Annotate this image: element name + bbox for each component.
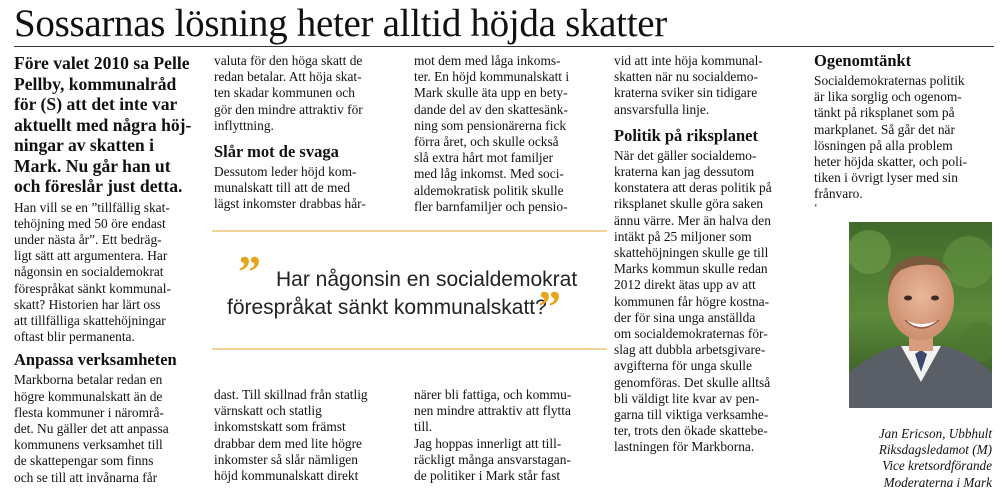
text-line: gör den mindre attraktiv för [214,101,363,117]
text-line: är lika sorglig och ogenom- [814,89,962,105]
text-line: lägst inkomster drabbas hår- [214,196,366,212]
column-3-top [414,53,592,215]
pullquote-line-2: förespråkat sänkt kommunalskatt? [227,296,547,319]
text-line: och föreslår just detta. [14,176,183,196]
body-paragraph [814,73,994,203]
text-line: ten skadar kommunen och [214,85,355,101]
text-line: ännu värre. Mer än halva den [614,212,771,228]
text-line: höjd kommunalskatt direkt [214,468,359,484]
text-line: under nästa år”. Ett bedräg- [14,231,162,247]
section-heading: Politik på riksplanet [614,125,758,145]
text-line: högre kommunalskatt än de [14,388,163,404]
text-line: kommunen får högre kostna- [614,293,770,309]
pullquote-line-1: Har någonsin en socialdemokrat [276,268,578,291]
column-2-top [214,53,392,213]
text-line: intäkt på 25 miljoner som [614,228,752,244]
body-paragraph [414,387,592,484]
text-line: Dessutom leder höjd kom- [214,164,357,180]
text-line: avgifterna för unga skulle [614,358,752,374]
text-line: tiken i övrigt lyser med sin [814,170,958,186]
text-line: räckligt många ansvarstagan- [414,451,571,467]
text-line: ligt sätt att argumentera. Har [14,248,168,264]
column-2-bottom [214,387,392,484]
text-line: genomföras. Det skulle alltså [614,374,771,390]
text-line: Moderaterna i Mark [883,474,992,490]
text-line: Jan Ericson, Ubbhult [878,426,992,441]
text-line: för (S) att det inte var [14,94,178,114]
body-paragraph [414,53,592,215]
body-paragraph [14,372,191,485]
text-line: Jag hoppas innerligt att till- [414,435,562,451]
text-line: Socialdemokraternas politik [814,73,965,88]
text-line: redan betalar. Att höja skat- [214,69,362,85]
text-line: skatten när nu socialdemo- [614,69,758,85]
headline: Sossarnas lösning heter alltid höjda skatter [14,2,667,45]
column-3-bottom [414,387,592,484]
text-line: bli väldigt lite kvar av pen- [614,390,760,406]
text-line: inkomstskatt som främst [214,419,346,435]
text-line: skattehöjningen skulle ge till [614,245,769,261]
text-line: tehöjning med 50 öre endast [14,215,166,231]
text-line: Före valet 2010 sa Pelle [14,53,190,73]
column-4 [614,53,792,456]
text-line: Riksdagsledamot (M) [878,442,992,458]
text-line: om socialdemokraternas för- [614,326,768,342]
text-line: det. Nu gäller det att anpassa [14,420,169,436]
text-line: dande del av den skattesänk- [414,101,568,117]
section-heading: Slår mot de svaga [214,142,339,162]
text-line: Han vill se en ”tillfällig skat- [14,199,170,215]
text-line: lastningen för Markborna. [614,439,755,455]
text-line: inflyttning. [214,117,274,133]
text-line: Mark skulle äta upp en bety- [414,85,568,101]
text-line: mot dem med låga inkoms- [414,53,561,68]
text-line: tänkt på riksplanet som på [814,105,955,121]
text-line: drabbar dem med lite högre [214,435,362,451]
pullquote-band-top [212,230,607,232]
text-line: förra året, och skulle också [414,134,559,150]
text-line: Vice kretsordförande [882,458,992,474]
headline-rule [14,46,994,47]
text-line: förespråkat sänkt kommunal- [14,280,171,296]
pullquote-band-bottom [212,348,607,350]
text-line: heter höjda skatter, och poli- [814,154,968,170]
text-line: fler barnfamiljer och pensio- [414,198,568,214]
text-line: de politiker i Mark står fast [414,468,561,484]
section-heading: Ogenomtänkt [814,51,912,70]
body-paragraph [614,53,792,118]
text-line: närer bli fattiga, och kommu- [414,387,572,402]
text-line: Mark. Nu går han ut [14,155,171,176]
text-line: valuta för den höga skatt de [214,53,363,68]
text-line: med låg inkomst. Med soci- [414,166,564,182]
text-line: till. [414,419,433,435]
text-line: ter. En höjd kommunalskatt i [414,69,570,85]
text-line: ansvarsfulla linje. [614,101,710,117]
text-line: oftast blir permanenta. [14,329,135,345]
text-line: konstatera att deras politik på [614,180,772,196]
close-quote-mark: ” [538,281,561,332]
text-line: kommunens verksamhet till [14,437,163,453]
text-line: någonsin en socialdemokrat [14,264,164,280]
section-heading: Anpassa verksamheten [14,350,177,370]
text-line: värnskatt och statlig [214,403,322,419]
text-line: lösningen på alla problem [814,137,953,153]
body-paragraph [614,148,792,456]
text-line: När det gäller socialdemo- [614,147,757,163]
text-line: dast. Till skillnad från statlig [214,387,368,402]
text-line: markplanet. Så går det när [814,121,955,137]
text-line: ningar av skatten i [14,135,154,155]
text-line: flesta kommuner i närområ- [14,404,164,420]
column-1 [14,53,191,486]
open-quote-mark: ” [238,246,261,297]
lead-paragraph [14,53,191,197]
text-line: inkomster så slår nämligen [214,451,358,467]
body-paragraph [14,200,191,346]
text-line: nen mindre attraktiv att flytta [414,403,571,419]
body-paragraph [214,387,392,484]
author-photo [849,222,992,408]
text-line: munalskatt till att de med [214,180,351,196]
text-line: 2012 direkt ätas upp av att [614,277,756,293]
text-line: och se till att invånarna får [14,469,158,485]
text-line: Marks kommun skulle redan [614,261,768,277]
text-line: vid att inte höja kommunal- [614,53,763,68]
text-line: frånvaro. [814,186,863,202]
column-5 [814,51,994,213]
text-line: kraterna kan jag dessutom [614,164,755,180]
text-line: de skattepengar som finns [14,453,154,469]
text-line: att tillfälliga skattehöjningar [14,312,166,328]
body-paragraph [214,164,392,213]
text-line: aktuellt med några höj- [14,114,192,135]
text-line: riksplanet skulle göra saken [614,196,764,212]
text-line: Pellby, kommunalråd [14,73,177,94]
text-line: ter, trots den ökade skattebe- [614,423,768,439]
body-paragraph [214,53,392,134]
text-line: kraterna sviker sin tidigare [614,85,758,101]
photo-caption [834,426,992,491]
text-line: slå extra hårt mot familjer [414,150,554,166]
stray-mark: ‘ [814,201,818,214]
text-line: skatt? Historien har lärt oss [14,296,161,312]
text-line: aldemokratisk politik skulle [414,182,564,198]
text-line: slag att dubbla arbetsgivare- [614,342,766,358]
text-line: der för sina unga anställda [614,309,756,325]
text-line: garna till viktiga verksamhe- [614,407,769,423]
text-line: Markborna betalar redan en [14,372,163,388]
text-line: ning som pensionärerna fick [414,117,567,133]
